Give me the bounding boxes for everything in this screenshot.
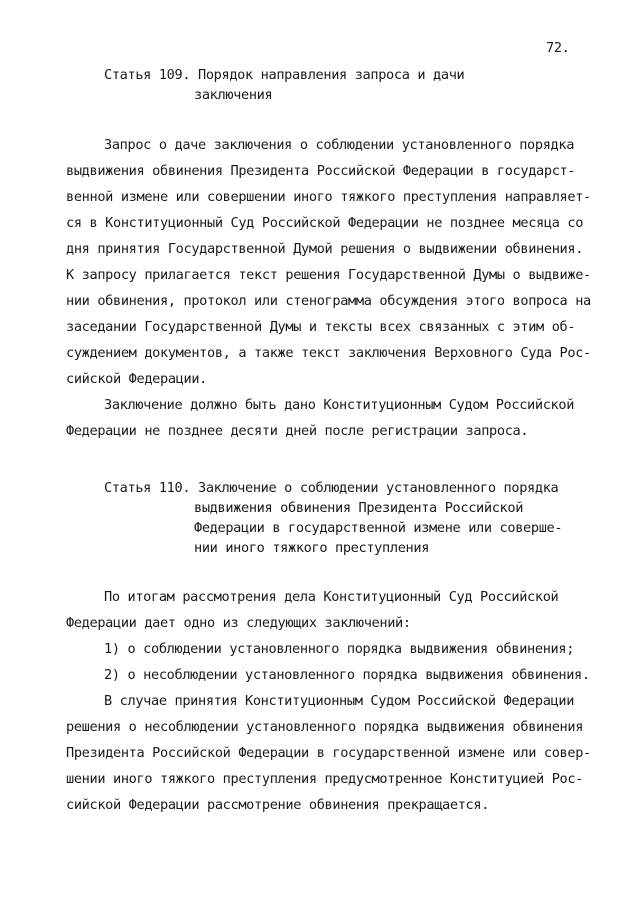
paragraph-line: В случае принятия Конституционным Судом Российской Федерации [104,693,575,709]
article-110-heading-cont: нии иного тяжкого преступления [194,540,430,556]
list-item: 1) о соблюдении установленного порядка выдвижения обвинения; [104,641,575,657]
paragraph-line: сийской Федерации. [66,371,208,387]
article-109-heading-cont: заключения [194,87,273,103]
list-item: 2) о несоблюдении установленного порядка выдвижения обвинения. [104,667,590,683]
article-109-heading: Статья 109. Порядок направления запроса и дачи [104,67,465,83]
paragraph-line: решения о несоблюдении установленного порядка выдвижения обвинения [66,719,584,735]
paragraph-line: Президента Российской Федерации в государственной измене или совер- [66,745,591,761]
paragraph-line: По итогам рассмотрения дела Конституционный Суд Российской [104,589,559,605]
paragraph-line: Федерации дает одно из следующих заключений: [66,615,411,631]
paragraph-line: Заключение должно быть дано Конституционным Судом Российской [104,397,575,413]
article-110-heading: Статья 110. Заключение о соблюдении установленного порядка [104,480,559,496]
article-110-heading-cont: выдвижения обвинения Президента Российской [194,500,524,516]
paragraph-line: Запрос о даче заключения о соблюдении установленного порядка [104,137,575,153]
paragraph-line: ся в Конституционный Суд Российской Федерации не позднее месяца со [66,215,584,231]
article-110-heading-cont: Федерации в государственной измене или соверше- [194,520,563,536]
paragraph-line: К запросу прилагается текст решения Государственной Думы о выдвиже- [66,267,591,283]
page-number: 72. [546,40,570,56]
paragraph-line: сийской Федерации рассмотрение обвинения прекращается. [66,797,490,813]
paragraph-line: шении иного тяжкого преступления предусмотренное Конституцией Рос- [66,771,584,787]
paragraph-line: суждением документов, а также текст заключения Верховного Суда Рос- [66,345,591,361]
paragraph-line: заседании Государственной Думы и тексты всех связанных с этим об- [66,319,576,335]
paragraph-line: Федерации не позднее десяти дней после регистрации запроса. [66,423,529,439]
paragraph-line: дня принятия Государственной Думой решения о выдвижении обвинения. [66,241,584,257]
paragraph-line: нии обвинения, протокол или стенограмма обсуждения этого вопроса на [66,293,591,309]
paragraph-line: венной измене или совершении иного тяжкого преступления направляет- [66,189,591,205]
paragraph-line: выдвижения обвинения Президента Российской Федерации в государст- [66,163,576,179]
